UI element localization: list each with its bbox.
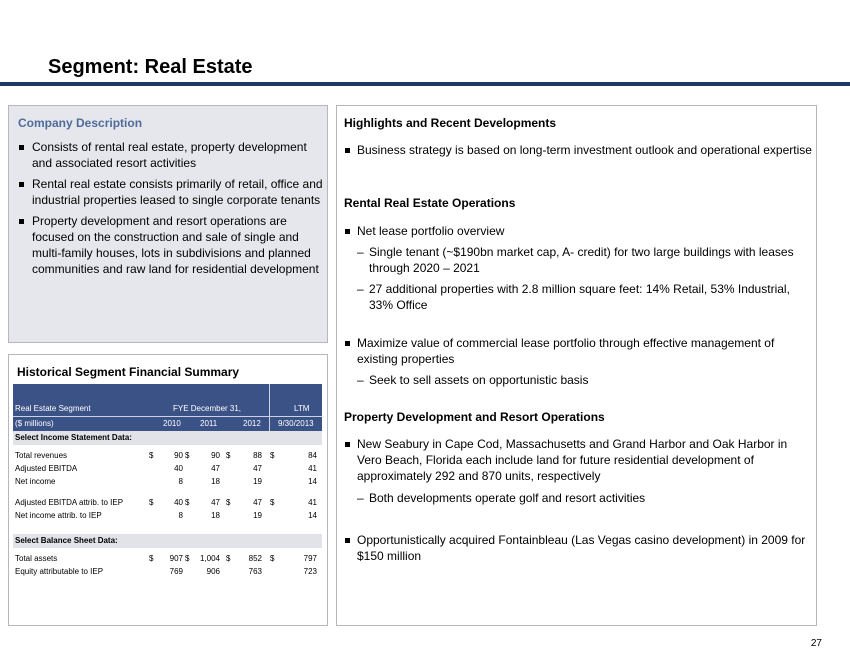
list-item: Opportunistically acquired Fontainbleau (Las Vegas casino development) in 2009 for $150 million bbox=[344, 532, 812, 564]
year-header: 9/30/2013 bbox=[278, 419, 314, 428]
page-number: 27 bbox=[810, 638, 822, 649]
dev-heading: Property Development and Resort Operations bbox=[344, 410, 605, 424]
units-header: ($ millions) bbox=[15, 419, 54, 428]
year-header: 2010 bbox=[163, 419, 181, 428]
list-item: – 27 additional properties with 2.8 million square feet: 14% Retail, 53% Industrial, 33% Office bbox=[357, 282, 790, 312]
square-bullet-icon bbox=[19, 145, 24, 150]
year-header: 2011 bbox=[200, 419, 218, 428]
list-item: Rental real estate consists primarily of retail, office and industrial properties leased to single corporate tenants bbox=[18, 176, 323, 208]
square-bullet-icon bbox=[345, 229, 350, 234]
table-row: Adjusted EBITDA attrib. to IEP $ 40 $ 47 $ 47 $ 41 bbox=[15, 498, 317, 507]
ltm-header: LTM bbox=[294, 404, 310, 413]
list-item: – Both developments operate golf and resort activities bbox=[357, 491, 646, 505]
table-header bbox=[13, 384, 322, 416]
financial-summary-panel bbox=[8, 354, 328, 626]
financial-table bbox=[13, 384, 322, 578]
square-bullet-icon bbox=[345, 341, 350, 346]
table-row: Equity attributable to IEP 769 906 763 723 bbox=[15, 567, 317, 576]
square-bullet-icon bbox=[345, 148, 350, 153]
company-description-panel bbox=[8, 105, 328, 343]
square-bullet-icon bbox=[19, 219, 24, 224]
fye-header: FYE December 31, bbox=[173, 404, 242, 413]
table-row: Net income attrib. to IEP 8 18 19 14 bbox=[15, 511, 317, 520]
title-divider bbox=[0, 82, 850, 86]
table-row: Total revenues $ 90 $ 90 $ 88 $ 84 bbox=[15, 451, 317, 460]
list-item: Property development and resort operations are focused on the construction and sale of single and multi-family houses, lots in subdivisions and planned communities and raw land for residential development bbox=[18, 213, 323, 277]
table-row: Adjusted EBITDA 40 47 47 41 bbox=[15, 464, 317, 473]
list-item: – Single tenant (~$190bn market cap, A- credit) for two large buildings with leases through 2020 – 2021 bbox=[357, 245, 794, 275]
company-description-heading: Company Description bbox=[18, 116, 143, 130]
table-row: Net income 8 18 19 14 bbox=[15, 477, 317, 486]
square-bullet-icon bbox=[19, 182, 24, 187]
square-bullet-icon bbox=[345, 538, 350, 543]
list-item: – Seek to sell assets on opportunistic basis bbox=[357, 373, 589, 387]
list-item: Net lease portfolio overview bbox=[344, 223, 812, 239]
segment-header: Real Estate Segment bbox=[15, 404, 91, 413]
list-item: Consists of rental real estate, property development and associated resort activities bbox=[18, 139, 323, 171]
list-item: Business strategy is based on long-term investment outlook and operational expertise bbox=[344, 142, 812, 158]
highlights-panel bbox=[336, 105, 817, 626]
balance-section-row: Select Balance Sheet Data: bbox=[13, 534, 322, 548]
income-section-row: Select Income Statement Data: bbox=[13, 431, 322, 445]
company-description-list bbox=[18, 139, 323, 282]
highlights-heading: Highlights and Recent Developments bbox=[344, 116, 557, 130]
rental-heading: Rental Real Estate Operations bbox=[344, 196, 516, 210]
list-item: Maximize value of commercial lease portfolio through effective management of existing properties bbox=[344, 335, 812, 367]
financial-summary-heading: Historical Segment Financial Summary bbox=[17, 365, 240, 379]
table-subheader bbox=[13, 416, 322, 431]
year-header: 2012 bbox=[243, 419, 261, 428]
list-item: New Seabury in Cape Cod, Massachusetts and Grand Harbor and Oak Harbor in Vero Beach, Florida each include land for future residential development of approximately 292 and 870 units, respectively bbox=[344, 436, 812, 484]
page-title: Segment: Real Estate bbox=[48, 56, 253, 78]
square-bullet-icon bbox=[345, 442, 350, 447]
table-row: Total assets $ 907 $ 1,004 $ 852 $ 797 bbox=[15, 554, 317, 563]
